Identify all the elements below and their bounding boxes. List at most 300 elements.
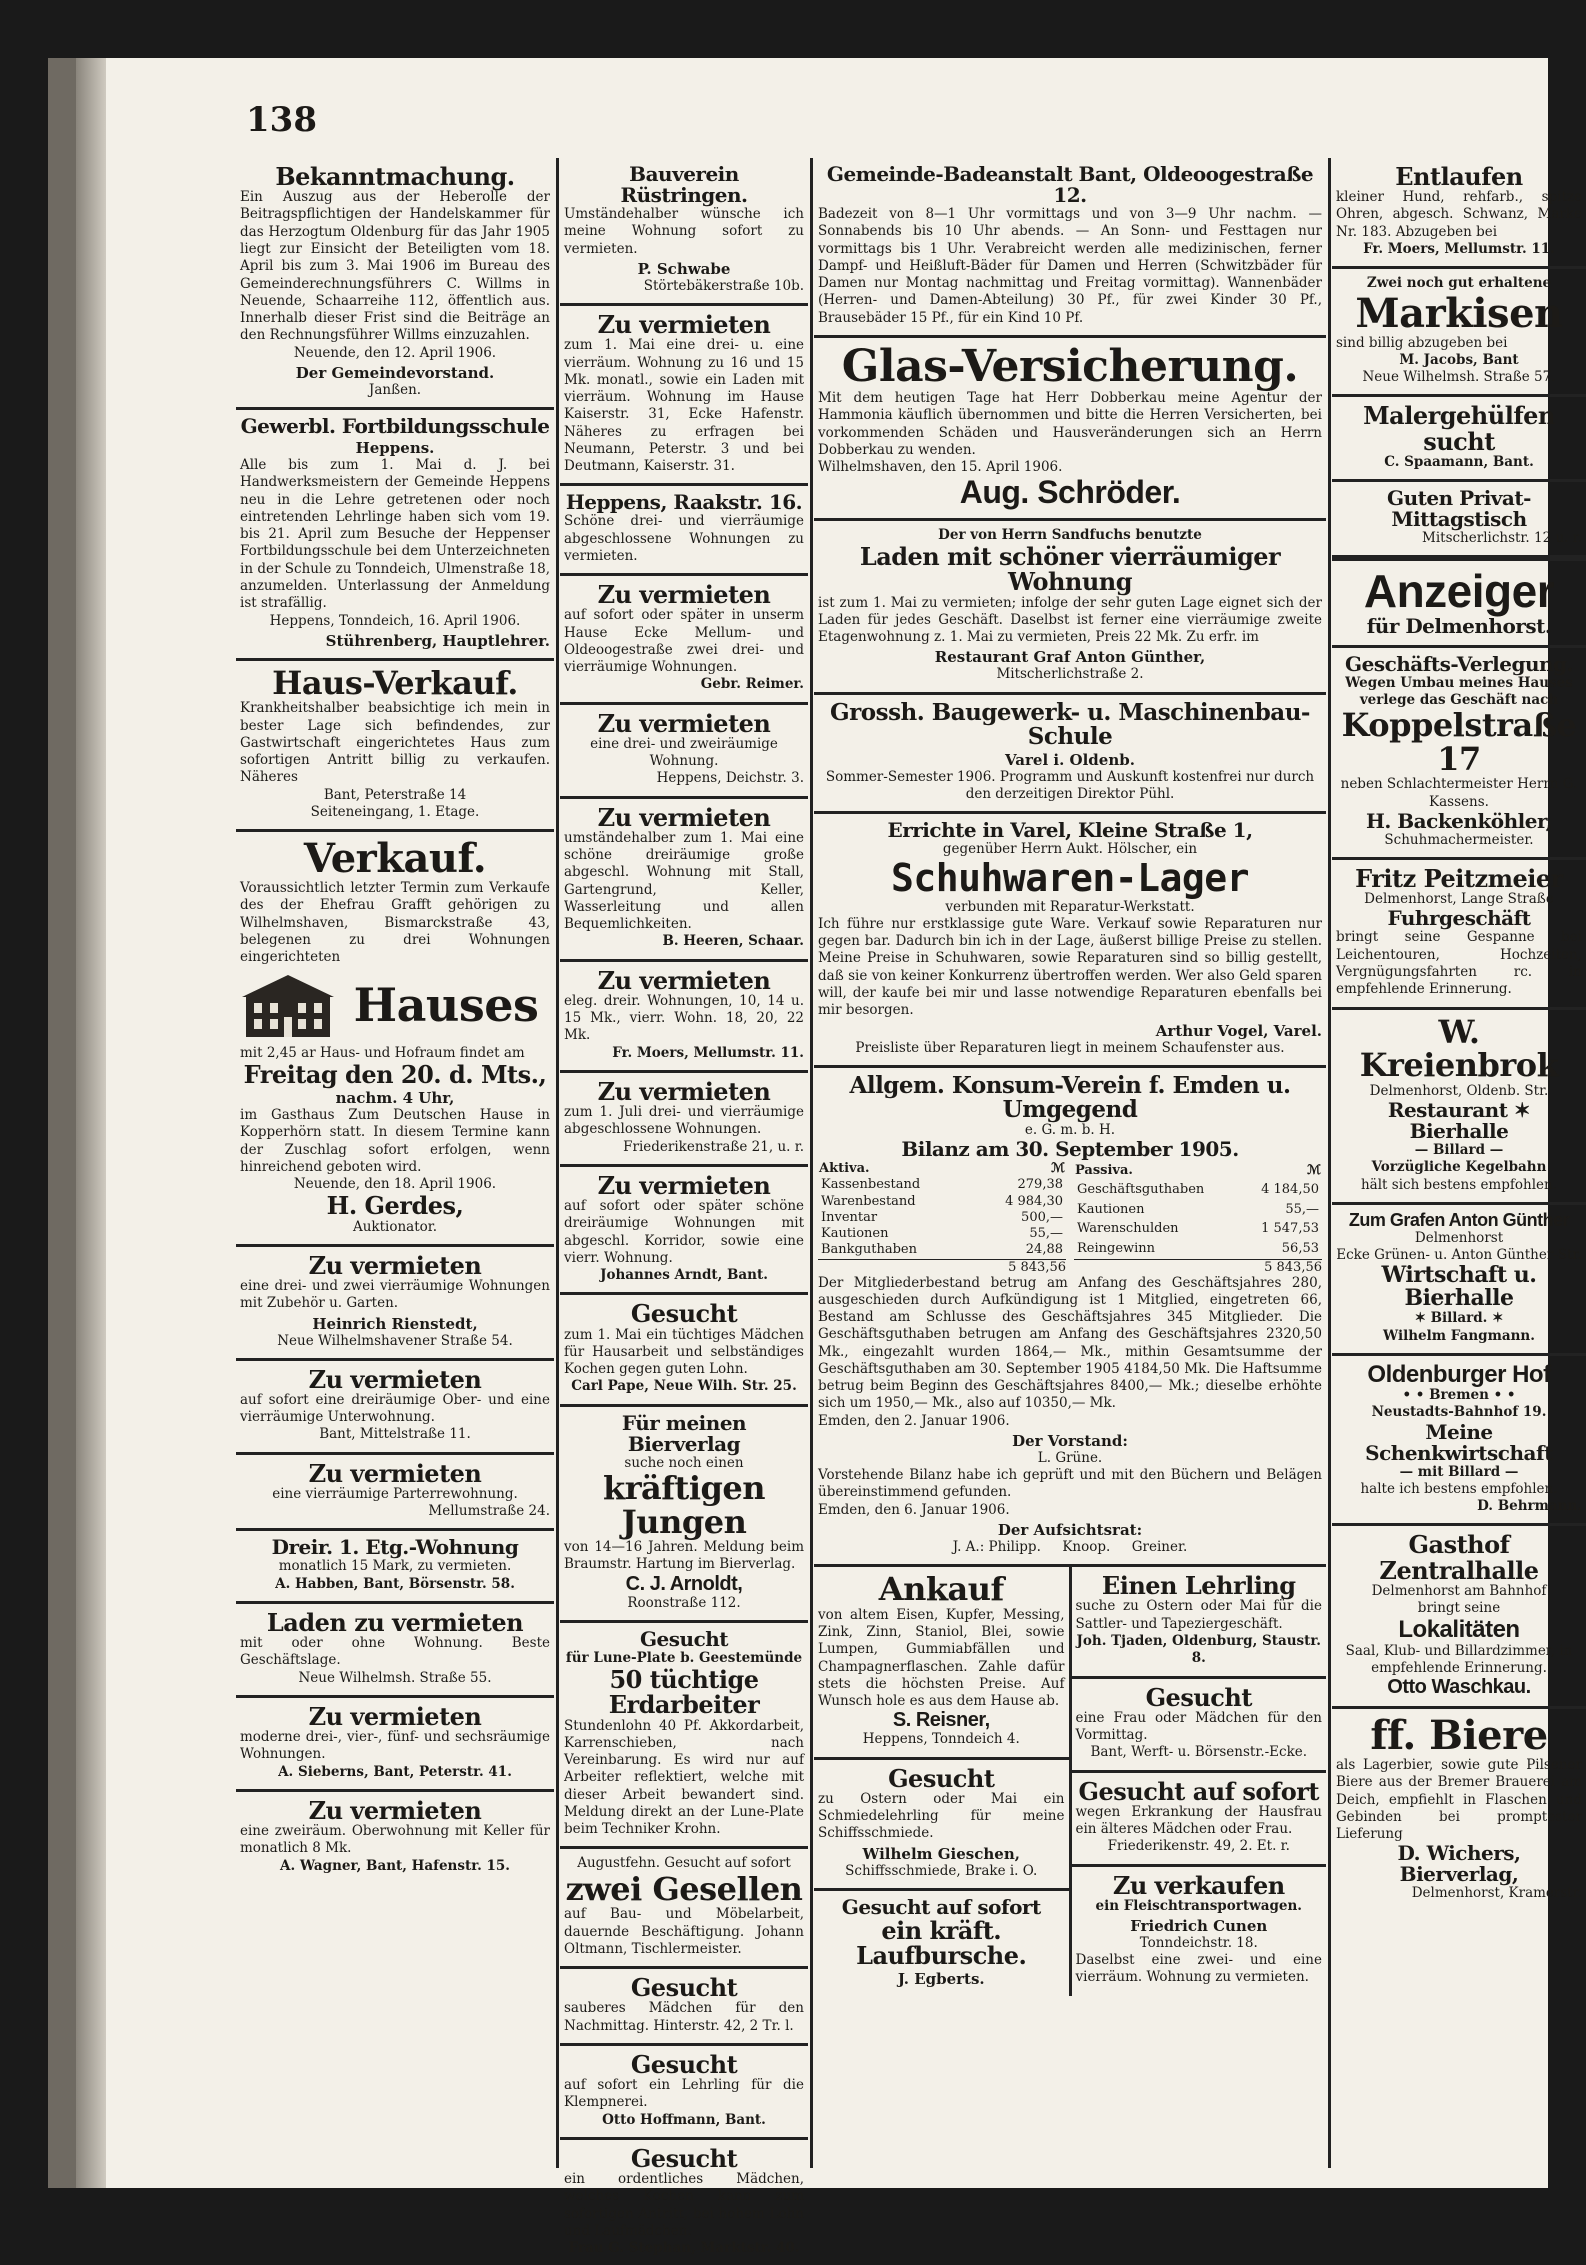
bilanz-row (818, 1226, 1066, 1242)
ad-body: Ich führe nur erstklassige gute Ware. Verkauf sowie Reparaturen nur gegen bar. Dadurch bin ich in der Lage, äußerst billige Preise zu stellen. Meine Preise in Schuhwaren, sowie Reparaturen sind so billig gestellt, daß sie von keiner Konkurrenz übertroffen werden. Wer also Geld sparen will, der kaufe bei mir und lasse notwendige Reparaturen ebenfalls bei mir besorgen. (818, 915, 1322, 1019)
ad-big-word: Hauses (353, 978, 539, 1033)
ad-zentralhalle (1332, 1526, 1586, 1709)
ad-body: kleiner Hund, rehfarb., spitze Ohren, abgesch. Schwanz, Marke Nr. 183. Abzugeben bei (1336, 189, 1582, 240)
ad-body: Augustfehn. Gesucht auf sofort (577, 1855, 791, 1872)
ad-address: Mellumstraße 24. (428, 1503, 550, 1520)
aktiva-table (818, 1160, 1066, 1258)
ad-address: Roonstraße 112. (627, 1594, 741, 1611)
ad-gesucht (560, 2140, 808, 2265)
ad-name: D. Wichers, Bierverlag, (1397, 1841, 1521, 1887)
ad-body: Mit dem heutigen Tage hat Herr Dobberkau meine Agentur der Hammonia käuflich übernommen und bitte die Herren Versicherten, bei vorkommenden Schäden und Hausveränderungen sich an Herrn Dobberkau zu wenden. (818, 390, 1322, 458)
ad-grafen-anton-guenther (1332, 1205, 1586, 1356)
ad-name: P. Schwabe (637, 259, 731, 278)
ad-body: auf sofort oder später schöne dreiräumige Wohnungen mit abgeschl. Korridor, sowie eine vierr. Wohnung. (564, 1198, 804, 1266)
ad-name: Otto Waschkau. (1387, 1676, 1531, 1699)
bilanz-title: Bilanz am 30. September 1905. (901, 1137, 1239, 1162)
ad-zu-vermieten (560, 1073, 808, 1167)
vorstand-name: L. Grüne. (1037, 1449, 1103, 1466)
ad-body: hält sich bestens empfohlen. (1360, 1176, 1557, 1193)
ad-oldenburger-hof (1332, 1356, 1586, 1527)
ad-bierverlag (560, 1407, 808, 1623)
ad-title: Gesucht (888, 1763, 995, 1793)
ad-zu-vermieten (560, 576, 808, 705)
ad-body: mit 2,45 ar Haus- und Hofraum findet am (240, 1044, 525, 1061)
ad-badeanstalt (814, 158, 1326, 338)
ad-title: Ankauf (878, 1570, 1004, 1609)
bilanz-value: 1 547,53 (1261, 1221, 1319, 1237)
ad-zu-vermieten (560, 306, 808, 486)
bilanz-value: 4 984,30 (1005, 1193, 1063, 1209)
ad-gesucht (560, 1295, 808, 1406)
ad-verkauf (236, 832, 554, 1247)
ad-title: Malergehülfen sucht (1363, 401, 1555, 456)
ad-body: zu Ostern oder Mai ein Schmiedelehrling für meine Schiffsschmiede. (818, 1790, 1065, 1842)
ad-subtitle: ein Fleischtransportwagen. (1095, 1897, 1302, 1914)
ad-schmiedelehrling (814, 1760, 1069, 1891)
ad-subtitle: • • Bremen • • (1402, 1387, 1516, 1404)
ad-title: ff. Biere (1370, 1712, 1548, 1760)
ad-erdarbeiter (560, 1623, 808, 1850)
ad-zu-vermieten (236, 1792, 554, 1883)
ad-body: zum 1. Mai eine drei- u. eine vierräum. Wohnung zu 16 und 15 Mk. monatl., sowie ein Laden mit vierräum. Wohnung im Hause Kaiserstr. 31, Ecke Hafenstr. Näheres zu erfragen bei Neumann, Peterstr. 3 und bei Deutmann, Kaiserstr. 31. (564, 337, 804, 475)
ad-address: Mitscherlichstr. 12 u. r. (1422, 529, 1582, 546)
ad-title: Gesucht (630, 1973, 738, 2003)
column-rule (556, 158, 559, 2168)
anzeiger-masthead (1332, 561, 1586, 647)
ad-address: Störtebäkerstraße 10b. (643, 277, 804, 294)
ad-zu-verkaufen (1072, 1867, 1327, 1995)
ad-big-word: Lokalitäten (1398, 1616, 1520, 1644)
bilanz-label: Kautionen (1077, 1201, 1145, 1217)
ad-body: umständehalber zum 1. Mai eine schöne dreiräumige große abgeschl. Wohnung mit Stall, Gartengrund, Keller, Wasserleitung und allen Bequemlichkeiten. (564, 829, 804, 933)
ad-body: eine Frau oder Mädchen für den Vormittag. (1075, 1709, 1322, 1743)
ad-title: Einen Lehrling (1101, 1571, 1296, 1601)
ad-title: Gemeinde-Badeanstalt Bant, Oldeoogestraße 12. (826, 162, 1314, 207)
ad-name: Frau G. Stephan, Marktstr. 40. (568, 2240, 800, 2257)
ad-big-word: Fuhrgeschäft (1387, 906, 1531, 931)
ad-name: Wilhelm Gieschen, (862, 1844, 1020, 1863)
ad-date: Neuende, den 12. April 1906. (293, 344, 497, 361)
ad-title: Bekanntmachung. (275, 162, 515, 191)
ad-zu-vermieten (236, 1455, 554, 1532)
ad-title: Glas-Versicherung. (841, 340, 1299, 392)
ad-signature: Stührenberg, Hauptlehrer. (325, 631, 550, 650)
currency-unit: ℳ (1051, 1161, 1065, 1177)
ad-haus-verkauf (236, 661, 554, 832)
ad-address: Seiteneingang, 1. Etage. (310, 803, 480, 820)
ad-body: im Gasthaus Zum Deutschen Hause in Kopperhörn statt. In diesem Termine kann der Zuschlag sofort erfolgen, wenn hinreichend geboten wird. (240, 1107, 550, 1175)
ad-subtitle: suche noch einen (624, 1454, 744, 1471)
ad-body: halte ich bestens empfohlen. (1360, 1480, 1558, 1497)
ad-subtitle: gegenüber Herrn Aukt. Hölscher, ein (942, 841, 1198, 858)
bilanz-label: Geschäftsguthaben (1077, 1182, 1205, 1198)
ad-dreir-wohnung (236, 1531, 554, 1604)
ad-lehrling (1072, 1567, 1327, 1678)
ad-address: Bant, Mittelstraße 11. (319, 1426, 471, 1443)
bilanz-totals (818, 1259, 1322, 1275)
ad-subtitle: e. G. m. b. H. (1024, 1122, 1116, 1139)
ad-name: H. Backenköhler, (1365, 808, 1553, 833)
ad-title: Guten Privat-Mittagstisch (1387, 485, 1531, 531)
ad-big-word: Wirtschaft u. Bierhalle (1381, 1262, 1537, 1312)
ad-body: zum 1. Mai ein tüchtiges Mädchen für Hausarbeit und selbständiges Kochen gegen guten Lohn. (564, 1326, 804, 1378)
ad-body: Der Mitgliederbestand betrug am Anfang des Geschäftsjahres 280, ausgeschieden durch Aufkündigung ist 1 Mitglied, eingetreten 66, Bestand am Schlusse des Geschäftsjahres 345 Mitglieder. Die Geschäftsguthaben betrugen am Anfang des Geschäftsjahres 2320,50 Mk., eingezahlt wurden 1864,— Mk., mithin Gesamtsumme der Geschäftsguthaben am 30. September 1905 4184,50 Mk. Die Haftsumme betrug beim Beginn des Geschäftsjahres 8400,— Mk.; dieselbe erhöhte sich um 1950,— Mk., also auf 10350,— Mk. (818, 1274, 1322, 1412)
ad-body: eine vierräumige Parterrewohnung. (272, 1485, 518, 1502)
ad-title: Zu vermieten (308, 1250, 482, 1280)
ad-signature-name: Janßen. (368, 381, 422, 398)
bilanz-table (818, 1160, 1322, 1258)
bilanz-row (818, 1210, 1066, 1226)
passiva-total: 5 843,56 (1074, 1259, 1322, 1275)
bilanz-value: 56,53 (1281, 1240, 1319, 1256)
ad-address: Heppens, Tonndeich 4. (862, 1731, 1020, 1748)
ad-body: auf sofort ein Lehrling für die Klempnerei. (564, 2077, 804, 2111)
ad-subtitle: Delmenhorst am Bahnhof (1371, 1582, 1547, 1599)
ad-baugewerkschule (814, 695, 1326, 815)
ad-signature-role: Auktionator. (352, 1218, 438, 1235)
two-column-block (814, 1567, 1326, 1996)
bilanz-label: Warenbestand (821, 1193, 916, 1209)
ad-peitzmeier (1332, 860, 1586, 1010)
bilanz-value: 4 184,50 (1261, 1182, 1319, 1198)
ad-body: neben Schlachtermeister Herrn G. Kassens. (1340, 776, 1578, 810)
bilanz-value: 500,— (1021, 1209, 1063, 1225)
ad-body: Daselbst eine zwei- und eine vierräum. Wohnung zu vermieten. (1075, 1952, 1322, 1986)
ad-title: Gesucht auf sofort (841, 1894, 1041, 1919)
ad-title: Gewerbl. Fortbildungsschule (240, 414, 550, 439)
ad-title: Allgem. Konsum-Verein f. Emden u. Umgegend (849, 1071, 1291, 1123)
ad-name: Wilhelm Fangmann. (1383, 1327, 1535, 1344)
bilanz-row (818, 1177, 1066, 1193)
passiva-table (1074, 1160, 1322, 1258)
ad-body: Vorstehende Bilanz habe ich geprüft und mit den Büchern und Belägen übereinstimmend gefunden. (818, 1467, 1322, 1501)
ad-date: Emden, den 6. Januar 1906. (818, 1501, 1010, 1518)
ad-title: Schuhwaren-Lager (890, 855, 1250, 900)
ad-signature: Der Gemeindevorstand. (295, 363, 495, 382)
ad-name: C. J. Arnoldt, (625, 1572, 743, 1595)
ad-title: Zum Grafen Anton Günther (1348, 1209, 1570, 1230)
ad-title: Laden zu vermieten (266, 1608, 524, 1637)
ad-body: auf Bau- und Möbelarbeit, dauernde Beschäftigung. Johann Oltmann, Tischlermeister. (564, 1906, 804, 1957)
ad-gesucht (560, 2046, 808, 2140)
ad-name: Friedrich Cunen (1130, 1916, 1268, 1935)
ad-address: Delmenhorst, Kramerstr. (1411, 1885, 1582, 1902)
ad-title: Zu vermieten (597, 1170, 771, 1200)
bilanz-row (1074, 1239, 1322, 1258)
ad-name: Bant, Werft- u. Börsenstr.-Ecke. (1090, 1744, 1308, 1761)
ad-name: A. Wagner, Bant, Hafenstr. 15. (280, 1857, 510, 1874)
bilanz-label: Bankguthaben (821, 1242, 917, 1258)
ad-address: Bant, Peterstraße 14 (323, 786, 467, 803)
binding-spine (76, 58, 106, 2188)
bilanz-label: Warenschulden (1077, 1221, 1179, 1237)
ad-name: A. Sieberns, Bant, Peterstr. 41. (278, 1763, 512, 1780)
bilanz-label: Inventar (821, 1209, 878, 1225)
ad-subtitle: Schuhmachermeister. (1384, 831, 1534, 848)
ad-body: moderne drei-, vier-, fünf- und sechsräumige Wohnungen. (240, 1729, 550, 1763)
ad-title: Laden mit schöner vierräumiger Wohnung (859, 542, 1281, 597)
ad-body: auf sofort eine dreiräumige Ober- und eine vierräumige Unterwohnung. (240, 1391, 550, 1426)
ad-body: Schöne drei- und vierräumige abgeschlossene Wohnungen zu vermieten. (564, 513, 804, 564)
ad-body: von 14—16 Jahren. Meldung beim Braumstr. Hartung im Bierverlag. (564, 1539, 804, 1573)
ad-address: Friederikenstr. 49, 2. Et. r. (1107, 1838, 1290, 1855)
ad-name: Heinrich Rienstedt, (312, 1314, 478, 1333)
ad-subtitle: Ecke Grünen- u. Anton Günther-Str. (1336, 1246, 1582, 1263)
bilanz-value: 279,38 (1017, 1177, 1063, 1193)
ad-body: Badezeit von 8—1 Uhr vormittags und von 3—9 Uhr nachm. — Sonnabends bis 10 Uhr abends. — An Sonn- und Festtagen nur vormittags bis 1 Uhr. Verabreicht werden alle medizinischen, ferner Dampf- und Heißluft-Bäder für Damen und Herren (Schwitzbäder für Damen nur Montag nachmittag und Freitag vormittag). Wannenbäder (Herren- und Damen-Abteilung) 30 Pf., für zwei Kinder 30 Pf., Brausebäder 15 Pf., für ein Kind 10 Pf. (818, 206, 1322, 326)
ad-title: Zu vermieten (597, 310, 771, 340)
ad-signature: Arthur Vogel, Varel. (1155, 1021, 1322, 1040)
ad-body: sind billig abzugeben bei (1336, 334, 1508, 351)
ad-body: ist zum 1. Mai zu vermieten; infolge der sehr guten Lage eignet sich der Laden für jedes Geschäft. Daselbst ist ferner eine vierräumige zweite Etagenwohnung z. 1. Mai zu vermieten, Preis 22 Mk. Zu erfr. im (818, 594, 1322, 646)
ad-body: eleg. dreir. Wohnungen, 10, 14 u. 15 Mk., vierr. Wohn. 18, 20, 22 Mk. (564, 992, 804, 1044)
ad-title: Gesucht (630, 1299, 738, 1329)
ad-signature: Aug. Schröder. (959, 474, 1181, 511)
ad-zu-vermieten (560, 1167, 808, 1296)
ad-title: Heppens, Raakstr. 16. (565, 490, 803, 515)
ad-body: Sommer-Semester 1906. Programm und Auskunft kostenfrei nur durch den derzeitigen Direktor Pühl. (825, 768, 1315, 803)
bilanz-value: 24,88 (1025, 1242, 1063, 1258)
ad-gesucht-sofort (1072, 1773, 1327, 1867)
column-rule (1328, 158, 1331, 2168)
ad-title: Grossh. Baugewerk- u. Maschinenbau-Schule (830, 698, 1310, 750)
left-subcolumn (814, 1567, 1072, 1996)
ad-name: Johannes Arndt, Bant. (600, 1267, 768, 1284)
ad-laden-wohnung (814, 521, 1326, 695)
ad-address: Tonndeichstr. 18. (1139, 1934, 1258, 1951)
ad-gesellen (560, 1849, 808, 1969)
ad-body: eine drei- und zwei vierräumige Wohnungen mit Zubehör u. Garten. (240, 1277, 550, 1312)
ad-bauverein (560, 158, 808, 306)
ad-body: Voraussichtlich letzter Termin zum Verkaufe des der Ehefrau Grafft gehörigen zu Wilhelmshaven, Bismarckstraße 43, belegenen zu drei Wohnungen eingerichteten (240, 880, 550, 966)
ad-time: nachm. 4 Uhr, (335, 1089, 455, 1107)
ad-name: J. Egberts. (897, 1970, 985, 1989)
ad-name: Restaurant Graf Anton Günther, (934, 648, 1206, 667)
ad-zu-vermieten (560, 962, 808, 1073)
ad-title: Dreir. 1. Etg.-Wohnung (271, 1535, 519, 1560)
ad-ankauf (814, 1567, 1069, 1759)
ad-date: Emden, den 2. Januar 1906. (818, 1412, 1010, 1429)
ad-zu-vermieten (236, 1698, 554, 1792)
ad-laufbursche (814, 1891, 1069, 1996)
ad-subtitle: Neustadts-Bahnhof 19. (1371, 1404, 1547, 1421)
ad-body: wegen Erkrankung der Hausfrau ein älteres Mädchen oder Frau. (1075, 1803, 1322, 1837)
ad-title: Anzeiger (1363, 565, 1555, 618)
bilanz-row (1074, 1220, 1322, 1239)
ad-biere (1332, 1709, 1586, 1911)
ad-date: Wilhelmshaven, den 15. April 1906. (818, 459, 1063, 476)
ad-body: monatlich 15 Mark, zu vermieten. (278, 1558, 512, 1575)
ad-title: Zu vermieten (597, 580, 771, 610)
ad-name: Carl Pape, Neue Wilh. Str. 25. (571, 1378, 797, 1395)
page-number: 138 (246, 100, 317, 140)
ad-date-big: Freitag den 20. d. Mts., (243, 1059, 547, 1089)
ad-title: Gesucht (639, 1626, 729, 1651)
ad-body: zum 1. Juli drei- und vierräumige abgeschlossene Wohnungen. (564, 1104, 804, 1138)
column-rule (810, 158, 813, 2168)
ad-title: Für meinen Bierverlag (621, 1410, 747, 1456)
ad-konsum-verein (814, 1068, 1326, 1568)
ad-name: Joh. Tjaden, Oldenburg, Staustr. 8. (1076, 1633, 1321, 1667)
ad-gesucht (560, 1969, 808, 2046)
ad-subtitle: verbunden mit Reparatur-Werkstatt. (945, 898, 1195, 915)
ad-subtitle: Delmenhorst (1414, 1229, 1504, 1246)
ad-markisen (1332, 269, 1586, 397)
bilanz-row (818, 1242, 1066, 1258)
ad-body: Wegen Umbau meines Hauses verlege das Geschäft nach (1345, 674, 1573, 708)
ad-glas-versicherung (814, 338, 1326, 521)
ad-title: Zu verkaufen (1112, 1870, 1285, 1900)
ad-malergehuelfen (1332, 397, 1586, 482)
ad-big-word: kräftigen Jungen (603, 1468, 765, 1541)
ad-title: Bauverein Rüstringen. (620, 162, 748, 207)
ad-big-word: Meine Schenkwirtschaft (1365, 1419, 1553, 1465)
bilanz-label: Kassenbestand (821, 1177, 921, 1193)
ad-title: Fritz Peitzmeier (1355, 864, 1563, 894)
ad-body: von altem Eisen, Kupfer, Messing, Zink, Zinn, Staniol, Blei, sowie Lumpen, Gummiabfällen und Champagnerflaschen. Zahle dafür stets die höchsten Preise. Auf Wunsch hole es aus dem Hause ab. (818, 1606, 1065, 1710)
ad-bekanntmachung (236, 158, 554, 410)
ad-subtitle: — Billard — (1414, 1142, 1504, 1158)
ad-body: eine zweiräum. Oberwohnung mit Keller für monatlich 8 Mk. (240, 1823, 550, 1857)
house-icon (240, 971, 336, 1041)
ad-title: Zu vermieten (308, 1458, 482, 1488)
ad-title: W. Kreienbrok (1359, 1012, 1559, 1085)
aufsichtsrat-label: Der Aufsichtsrat: (997, 1521, 1143, 1540)
ad-address: Neue Wilhelmsh. Straße 55. (298, 1669, 492, 1686)
ad-mittagstisch (1332, 482, 1586, 561)
aufsichtsrat-names: J. A.: Philipp. Knoop. Greiner. (952, 1539, 1188, 1556)
ad-title: Zu vermieten (308, 1701, 482, 1731)
ad-body: Alle bis zum 1. Mai d. J. bei Handwerksmeistern der Gemeinde Heppens neu in die Lehre getretenen oder noch eintretenden Lehrlinge haben sich vom 19. bis 21. April zum Besuche der Heppenser Fortbildungsschule bei dem Unterzeichneten in der Schule zu Tonndeich, Ulmenstraße 18, anzumelden. Unterlassung der Anmeldung ist strafällig. (240, 457, 550, 612)
ad-title: Gasthof Zentralhalle (1379, 1530, 1539, 1585)
house-illustration-row (240, 971, 550, 1041)
ad-subtitle: Der von Herrn Sandfuchs benutzte (938, 526, 1202, 543)
ad-title: Zu vermieten (597, 1076, 771, 1106)
ad-body: Vorzügliche Kegelbahn (1371, 1159, 1547, 1176)
ad-title: Zu vermieten (597, 965, 771, 995)
ad-body: Stundenlohn 40 Pf. Akkordarbeit, Karrenschieben, nach Vereinbarung. Es wird nur auf Arbeiter reflektiert, welche mit dieser Arbeit bewandert sind. Meldung direkt an der Lune-Plate beim Techniker Krohn. (564, 1717, 804, 1838)
ad-body: auf sofort oder später in unserm Hause Ecke Mellum- und Oldeoogestraße zwei drei- und vierräumige Wohnungen. (564, 607, 804, 676)
ad-body: Krankheitshalber beabsichtige ich mein in bester Lage sich befindendes, zur Gastwirtschaft eingerichtetes Haus zum sofortigen Antritt billig zu verkaufen. Näheres (240, 700, 550, 786)
ad-subtitle: Heppens. (355, 439, 435, 458)
ad-geschaefts-verlegung (1332, 648, 1586, 861)
ad-entlaufen (1332, 158, 1586, 269)
bilanz-label: Kautionen (821, 1226, 889, 1242)
ad-title: Geschäfts-Verlegung. (1345, 651, 1573, 676)
bilanz-value: 55,— (1285, 1201, 1319, 1217)
ad-zu-vermieten (560, 799, 808, 962)
ad-subtitle: für Lune-Plate b. Geestemünde (565, 1649, 803, 1666)
ad-big-word: Koppelstraße 17 (1341, 706, 1577, 778)
ad-title: Zu vermieten (597, 802, 771, 832)
ad-body: mit oder ohne Wohnung. Beste Geschäftslage. (240, 1635, 550, 1669)
bilanz-row (1074, 1200, 1322, 1219)
ad-title: Zu vermieten (308, 1364, 482, 1394)
bilanz-row (818, 1194, 1066, 1210)
ad-fortbildungsschule (236, 410, 554, 661)
ad-name: B. Heeren, Schaar. (662, 933, 804, 950)
ad-body: ein ordentliches Mädchen, welches Kochen kann zum sofortigen Antritt, bei hohem Lohn und Laufmädchen. (564, 2171, 804, 2239)
right-subcolumn (1072, 1567, 1327, 1996)
ad-name: Otto Hoffmann, Bant. (602, 2111, 766, 2128)
ad-schuhwaren (814, 814, 1326, 1067)
ad-name: A. Habben, Bant, Börsenstr. 58. (275, 1575, 515, 1592)
ad-laden (236, 1604, 554, 1698)
ad-header-line: Errichte in Varel, Kleine Straße 1, (887, 818, 1253, 843)
ad-subtitle: für Delmenhorst. (1366, 613, 1552, 638)
column-2 (560, 158, 808, 2257)
ad-address: Neue Wilhelmsh. Straße 57. (1362, 369, 1556, 386)
ad-body: ✶ Billard. ✶ (1414, 1310, 1504, 1327)
ad-title: Verkauf. (303, 835, 487, 883)
ad-zu-vermieten (236, 1247, 554, 1361)
bilanz-value: 55,— (1029, 1226, 1063, 1242)
ad-title: Gesucht (1145, 1682, 1252, 1712)
ad-heppens (560, 486, 808, 576)
ad-subtitle: Delmenhorst, Lange Straße (1364, 891, 1554, 908)
newspaper-page (48, 58, 1582, 2257)
ad-address: Heppens, Deichstr. 3. (656, 770, 804, 787)
ad-name: Gebr. Reimer. (700, 676, 804, 693)
ad-title: Entlaufen (1395, 162, 1523, 191)
ad-body: Saal, Klub- und Billardzimmer, in empfehlende Erinnerung. (1345, 1642, 1573, 1676)
ad-name: M. Jacobs, Bant (1399, 351, 1519, 368)
ad-subtitle: Zwei noch gut erhaltene (1366, 275, 1552, 292)
currency-unit: ℳ (1307, 1162, 1321, 1178)
ad-title: Zu vermieten (597, 708, 771, 738)
ad-big-word: 50 tüchtige Erdarbeiter (608, 1665, 760, 1720)
ad-address: Mitscherlichstraße 2. (996, 666, 1144, 683)
ad-date: Heppens, Tonndeich, 16. April 1906. (269, 612, 521, 629)
ad-name: Fr. Moers, Mellumstr. 11. (612, 1044, 804, 1061)
ad-title: Haus-Verkauf. (272, 663, 518, 702)
column-3 (814, 158, 1326, 2168)
ad-body: Umständehalber wünsche ich meine Wohnung sofort zu vermieten. (564, 206, 804, 257)
column-1 (236, 158, 554, 2168)
ad-big-word: Restaurant ✶ Bierhalle (1387, 1098, 1531, 1143)
ad-body: suche zu Ostern oder Mai für die Sattler- und Tapeziergeschäft. (1075, 1598, 1322, 1632)
ad-name: Fr. Moers, Mellumstr. 11. (1363, 240, 1555, 257)
ad-footnote: Preisliste über Reparaturen liegt in meinem Schaufenster aus. (855, 1039, 1285, 1056)
ad-name: C. Spaamann, Bant. (1384, 453, 1534, 470)
ad-title: Gesucht (630, 2049, 738, 2079)
ad-title: Markisen (1355, 289, 1563, 337)
ad-body: bringt seine (1417, 1600, 1501, 1617)
vorstand-label: Der Vorstand: (1012, 1431, 1128, 1450)
bilanz-label: Reingewinn (1077, 1240, 1156, 1256)
column-4 (1332, 158, 1586, 2168)
ad-body: Ein Auszug aus der Heberolle der Beitragspflichtigen der Handelskammer für das Herzogtum Oldenburg für das Jahr 1905 liegt zur Einsicht der Beteiligten vom 18. April bis zum 3. Mai 1906 im Bureau des Gemeinderechnungsführers C. Willms in Neuende, Schaarreihe 112, öffentlich aus. Innerhalb dieser Frist sind die Beiträge an den Rechnungsführer Willms einzuzahlen. (240, 189, 550, 344)
ad-name: D. Behrmann. (1477, 1498, 1582, 1515)
ad-zu-vermieten (560, 705, 808, 799)
ad-body: als Lagerbier, sowie gute Pilsener Biere aus der Bremer Brauerei am Deich, empfiehlt in Flaschen und Gebinden bei promptester Lieferung (1336, 1757, 1582, 1843)
ad-title: Zu vermieten (308, 1795, 482, 1825)
ad-address: Schiffsschmiede, Brake i. O. (845, 1862, 1038, 1879)
ad-title: Gesucht (630, 2143, 738, 2173)
ad-body: sauberes Mädchen für den Nachmittag. Hinterstr. 42, 2 Tr. l. (564, 2000, 804, 2034)
bilanz-row (1074, 1181, 1322, 1200)
ad-big-word: ein kräft. Laufbursche. (856, 1915, 1027, 1971)
aktiva-header: Aktiva. (819, 1161, 870, 1177)
ad-body: eine drei- und zweiräumige Wohnung. (590, 735, 778, 770)
ad-title: Gesucht auf sofort (1078, 1776, 1319, 1806)
ad-gesucht (1072, 1679, 1327, 1773)
ad-big-word: zwei Gesellen (565, 1869, 803, 1908)
ad-body: bringt seine Gespanne bei Leichentouren, Hochzeiten, Vergnügungsfahrten rc. in empfehlende Erinnerung. (1336, 929, 1582, 998)
ad-subtitle: Delmenhorst, Oldenb. Str. (1369, 1082, 1549, 1099)
ad-signature: H. Gerdes, (326, 1191, 464, 1221)
aktiva-total: 5 843,56 (818, 1259, 1066, 1275)
